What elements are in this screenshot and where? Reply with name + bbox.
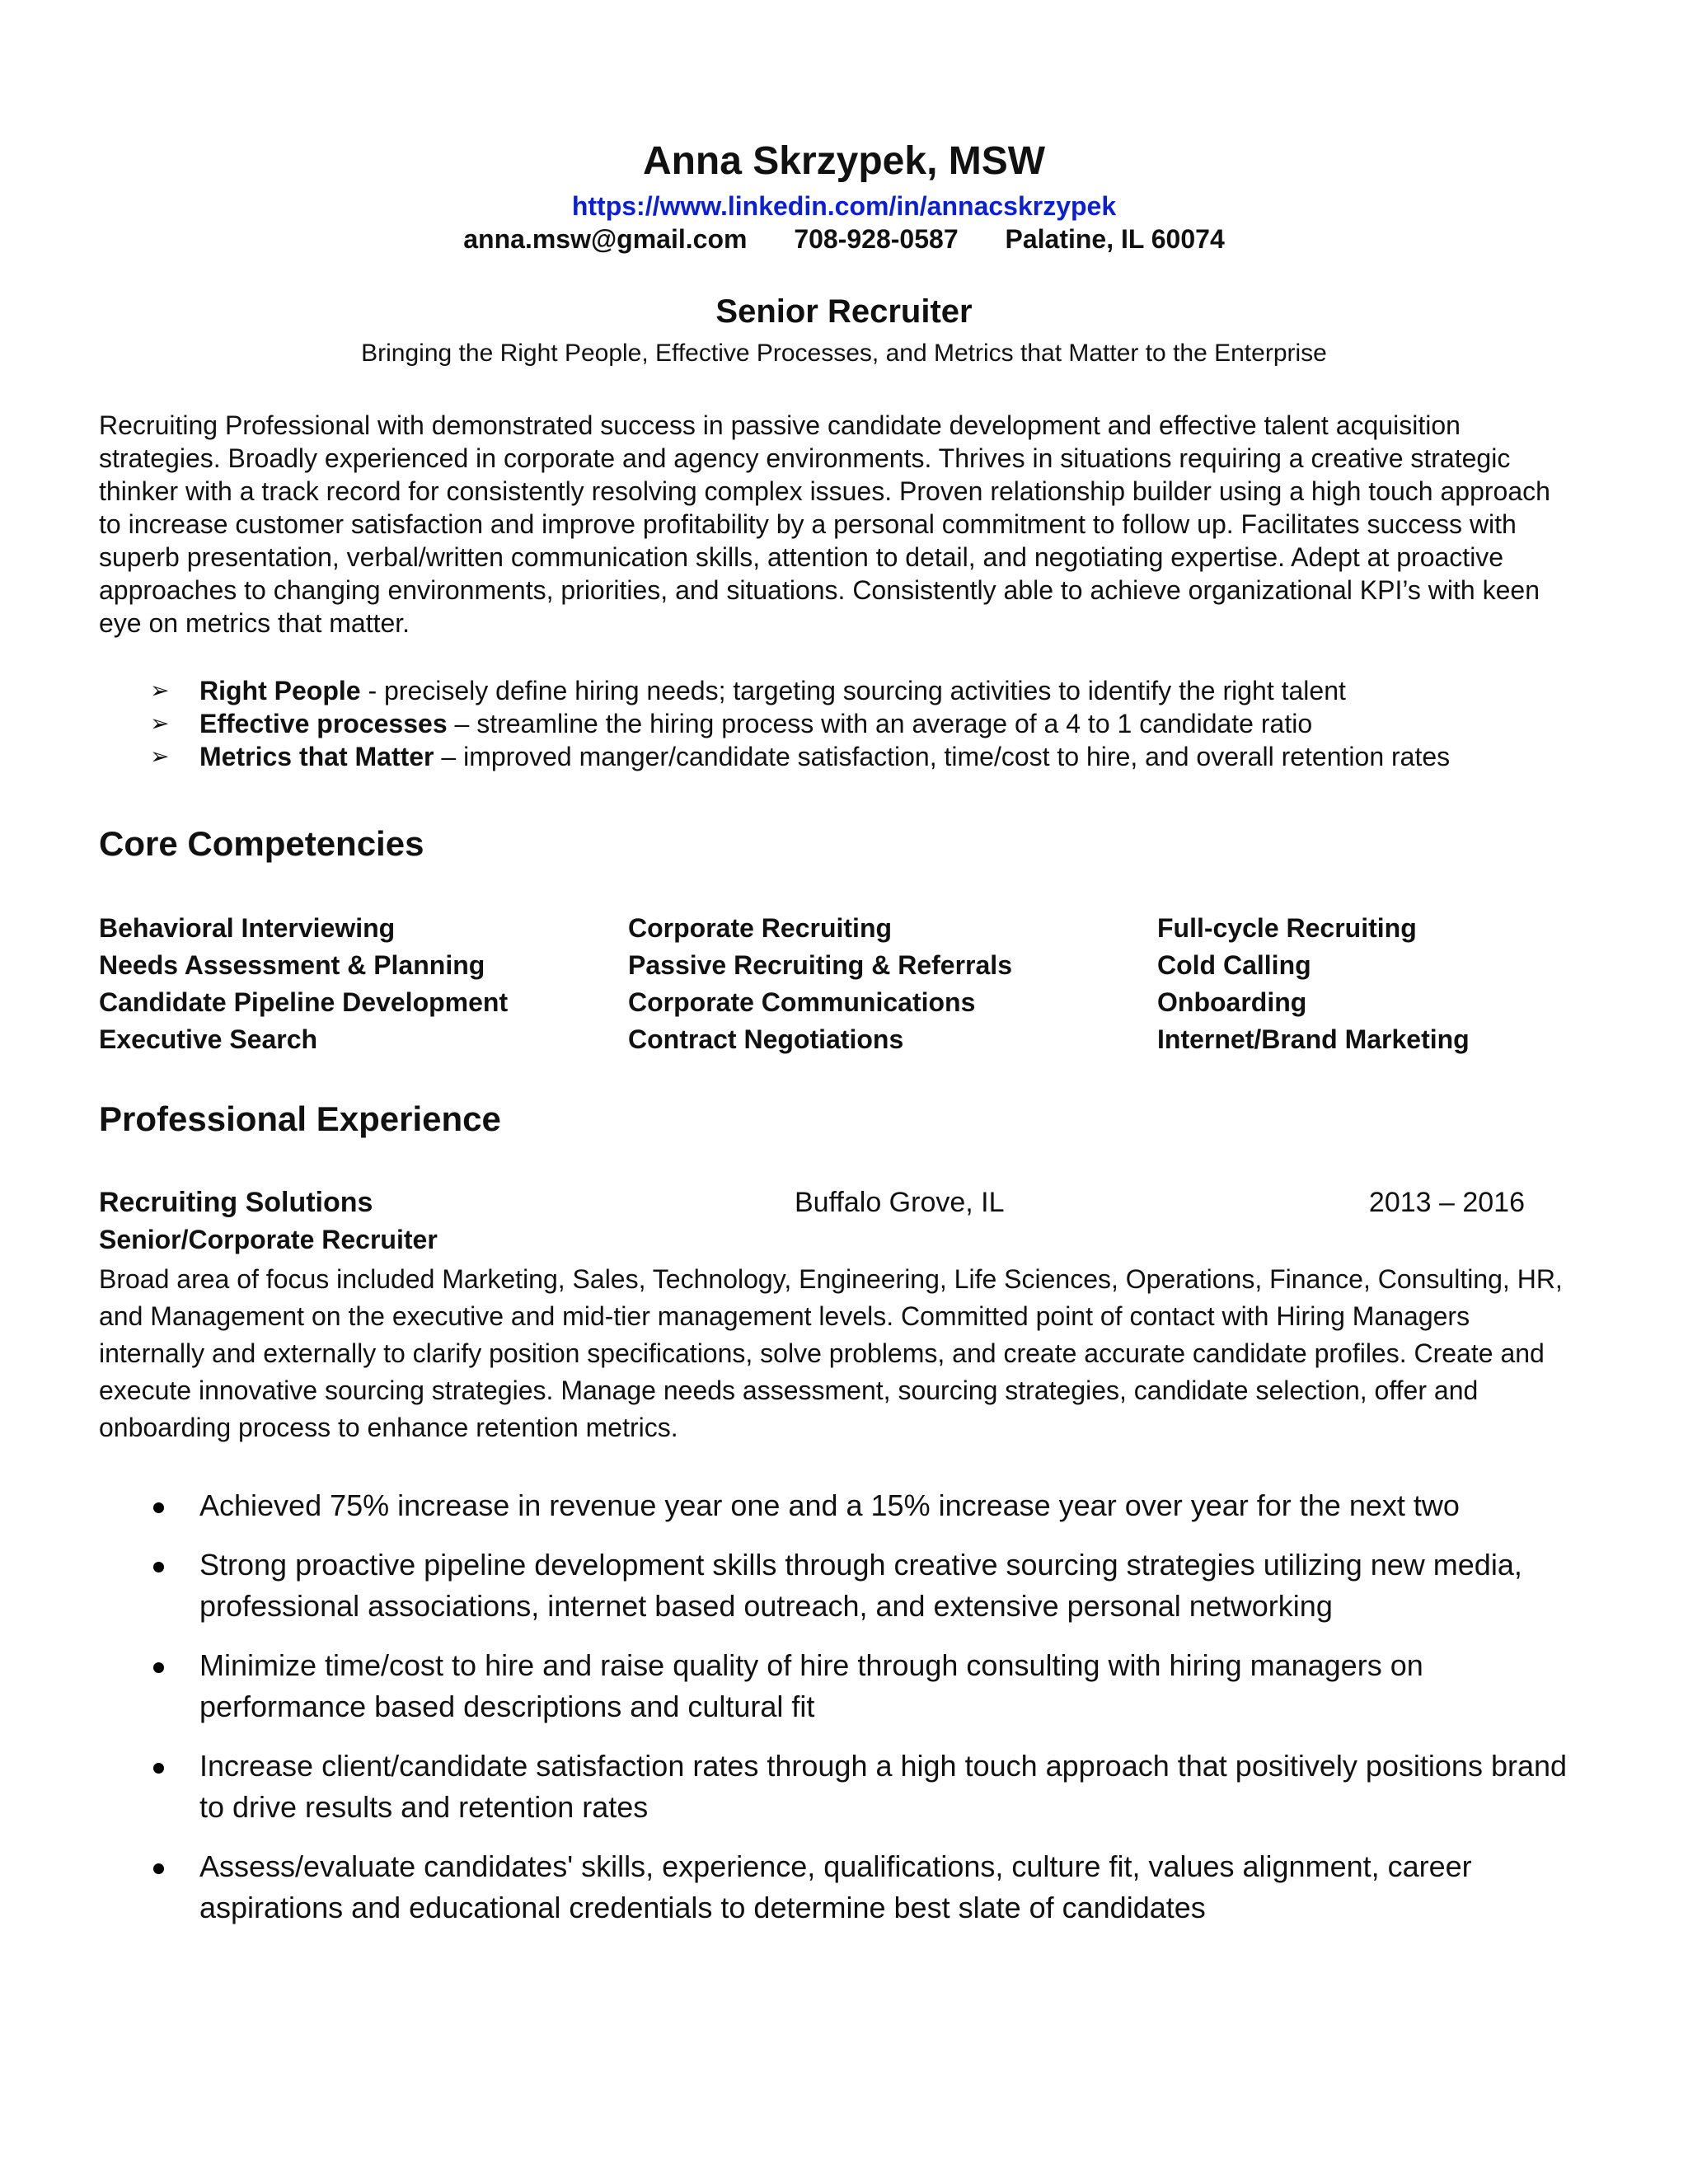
location-text: Palatine, IL 60074 (1005, 224, 1225, 254)
job-description: Broad area of focus included Marketing, Sales, Technology, Engineering, Life Sciences, Operations, Finance, Consulting, HR, and Management on the executive and mid-tier management levels. Committed point of contact with Hiring Managers internally and externally to clarify position specifications, solve problems, and create accurate candidate profiles. Create and execute innovative sourcing strategies. Manage needs assessment, sourcing strategies, candidate selection, offer and onboarding process to enhance retention metrics. (99, 1264, 1563, 1442)
competency-item: Contract Negotiations (628, 1024, 904, 1054)
job-header (99, 1187, 1566, 1223)
competency-item: Executive Search (99, 1024, 318, 1054)
bullet-dot-icon (153, 1502, 164, 1513)
highlight-text: - precisely define hiring needs; targeting sourcing activities to identify the right talent (360, 676, 1346, 705)
highlight-item (99, 740, 1566, 773)
highlight-label: Right People (199, 676, 361, 705)
achievement-text: Strong proactive pipeline development skills through creative sourcing strategies utilizing new media, professional associations, internet based outreach, and extensive personal networking (199, 1548, 1522, 1623)
competency-item: Onboarding (1157, 987, 1307, 1017)
achievement-text: Assess/evaluate candidates' skills, experience, qualifications, culture fit, values alignment, career aspirations and educational credentials to determine best slate of candidates (199, 1849, 1472, 1924)
bullet-dot-icon (153, 1662, 164, 1673)
core-competencies-heading: Core Competencies (99, 824, 424, 863)
achievement-text: Increase client/candidate satisfaction rates through a high touch approach that positively positions brand to drive results and retention rates (199, 1749, 1568, 1824)
competency-item: Candidate Pipeline Development (99, 987, 509, 1017)
contact-line (0, 224, 1688, 255)
arrow-bullet-icon: ➢ (150, 743, 170, 769)
achievement-item (99, 1746, 1582, 1828)
bullet-dot-icon (153, 1562, 164, 1572)
achievement-text: Achieved 75% increase in revenue year one and a 15% increase year over year for the next two (199, 1488, 1460, 1522)
competency-item: Internet/Brand Marketing (1157, 1024, 1470, 1054)
headline-tagline: Bringing the Right People, Effective Processes, and Metrics that Matter to the Enterprise (361, 340, 1327, 367)
highlight-text: – streamline the hiring process with an average of a 4 to 1 candidate ratio (447, 709, 1313, 738)
highlight-label: Effective processes (199, 709, 448, 738)
job-location: Buffalo Grove, IL (795, 1187, 1005, 1218)
achievement-item (99, 1846, 1582, 1929)
competency-item: Full-cycle Recruiting (1157, 913, 1417, 943)
job-company: Recruiting Solutions (99, 1187, 373, 1218)
highlight-label: Metrics that Matter (199, 742, 434, 771)
highlights-list (99, 674, 1566, 773)
summary-paragraph: Recruiting Professional with demonstrated success in passive candidate development and effective talent acquisition strategies. Broadly experienced in corporate and agency environments. Thrives in situations requiring a creative strategic thinker with a track record for consistently resolving complex issues. Proven relationship builder using a high touch approach to increase customer satisfaction and improve profitability by a personal commitment to follow up. Facilitates success with superb presentation, verbal/written communication skills, attention to detail, and negotiating expertise. Adept at proactive approaches to changing environments, priorities, and situations. Consistently able to achieve organizational KPI’s with keen eye on metrics that matter. (99, 410, 1550, 638)
candidate-name: Anna Skrzypek, MSW (642, 139, 1046, 183)
professional-experience-heading: Professional Experience (99, 1099, 501, 1138)
highlight-item (99, 707, 1566, 740)
job-role: Senior/Corporate Recruiter (99, 1225, 438, 1254)
competency-item: Cold Calling (1157, 950, 1311, 980)
achievement-text: Minimize time/cost to hire and raise quality of hire through consulting with hiring managers on performance based descriptions and cultural fit (199, 1648, 1423, 1723)
job-dates: 2013 – 2016 (1368, 1187, 1525, 1218)
competency-item: Corporate Recruiting (628, 913, 893, 943)
competency-item: Needs Assessment & Planning (99, 950, 485, 980)
job-achievements-list (99, 1485, 1582, 1947)
competency-item: Behavioral Interviewing (99, 913, 396, 943)
competencies-grid (99, 910, 1566, 1058)
headline-title: Senior Recruiter (715, 293, 973, 330)
competency-item: Passive Recruiting & Referrals (628, 950, 1012, 980)
arrow-bullet-icon: ➢ (150, 710, 170, 736)
competency-item: Corporate Communications (628, 987, 976, 1017)
linkedin-link[interactable]: https://www.linkedin.com/in/annacskrzypek (571, 191, 1117, 221)
phone-text: 708-928-0587 (794, 224, 959, 254)
highlight-item (99, 674, 1566, 707)
bullet-dot-icon (153, 1763, 164, 1774)
achievement-item (99, 1645, 1582, 1727)
highlight-text: – improved manger/candidate satisfaction, time/cost to hire, and overall retention rates (434, 742, 1451, 771)
email-text: anna.msw@gmail.com (463, 224, 748, 254)
achievement-item (99, 1544, 1582, 1627)
bullet-dot-icon (153, 1863, 164, 1874)
arrow-bullet-icon: ➢ (150, 677, 170, 703)
achievement-item (99, 1485, 1582, 1526)
